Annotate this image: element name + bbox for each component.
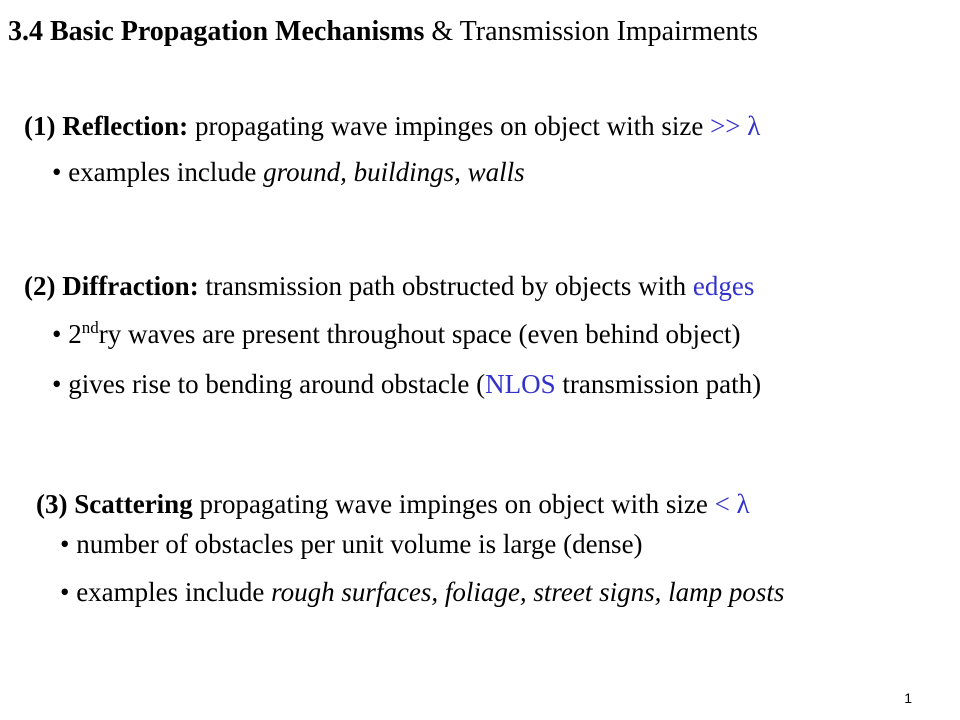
- reflection-text: propagating wave impinges on object with size: [188, 111, 711, 141]
- diffraction-heading: (2) Diffraction:: [24, 271, 199, 301]
- scattering-bullet-2: [60, 576, 784, 608]
- reflection-heading-line: [24, 110, 760, 142]
- scattering-text: propagating wave impinges on object with size: [192, 489, 715, 519]
- scattering-heading: (3) Scattering: [36, 489, 193, 519]
- scattering-heading-line: [36, 488, 750, 520]
- reflection-bullet: [52, 156, 525, 188]
- scattering-bullet-1: [60, 528, 643, 560]
- diffraction-bullet-2-rest: transmission path): [555, 369, 762, 399]
- reflection-bullet-prefix: • examples include: [52, 157, 264, 187]
- scattering-bullet-2-prefix: • examples include: [60, 577, 272, 607]
- diffraction-bullet-2-prefix: • gives rise to bending around obstacle (: [52, 369, 486, 399]
- reflection-bullet-examples: ground, buildings, walls: [263, 157, 525, 187]
- diffraction-bullet-2-highlight: NLOS: [485, 369, 556, 399]
- diffraction-bullet-1-prefix: • 2: [52, 319, 82, 349]
- diffraction-text: transmission path obstructed by objects with: [198, 271, 693, 301]
- scattering-bullet-1-text: • number of obstacles per unit volume is large (dense): [60, 529, 643, 559]
- slide-title-rest: & Transmission Impairments: [424, 16, 759, 47]
- reflection-heading: (1) Reflection:: [24, 111, 189, 141]
- diffraction-highlight: edges: [692, 271, 755, 301]
- scattering-symbol: < λ: [714, 489, 750, 519]
- slide-title-bold: 3.4 Basic Propagation Mechanisms: [8, 16, 425, 47]
- diffraction-bullet-1: [52, 318, 740, 350]
- slide-title: [8, 16, 758, 48]
- diffraction-bullet-1-sup: nd: [81, 318, 99, 337]
- page-number: 1: [904, 690, 912, 706]
- scattering-bullet-2-examples: rough surfaces, foliage, street signs, lamp posts: [271, 577, 785, 607]
- diffraction-bullet-1-rest: ry waves are present throughout space (even behind object): [98, 319, 741, 349]
- diffraction-bullet-2: [52, 368, 761, 400]
- diffraction-heading-line: [24, 270, 754, 302]
- reflection-symbol: >> λ: [710, 111, 761, 141]
